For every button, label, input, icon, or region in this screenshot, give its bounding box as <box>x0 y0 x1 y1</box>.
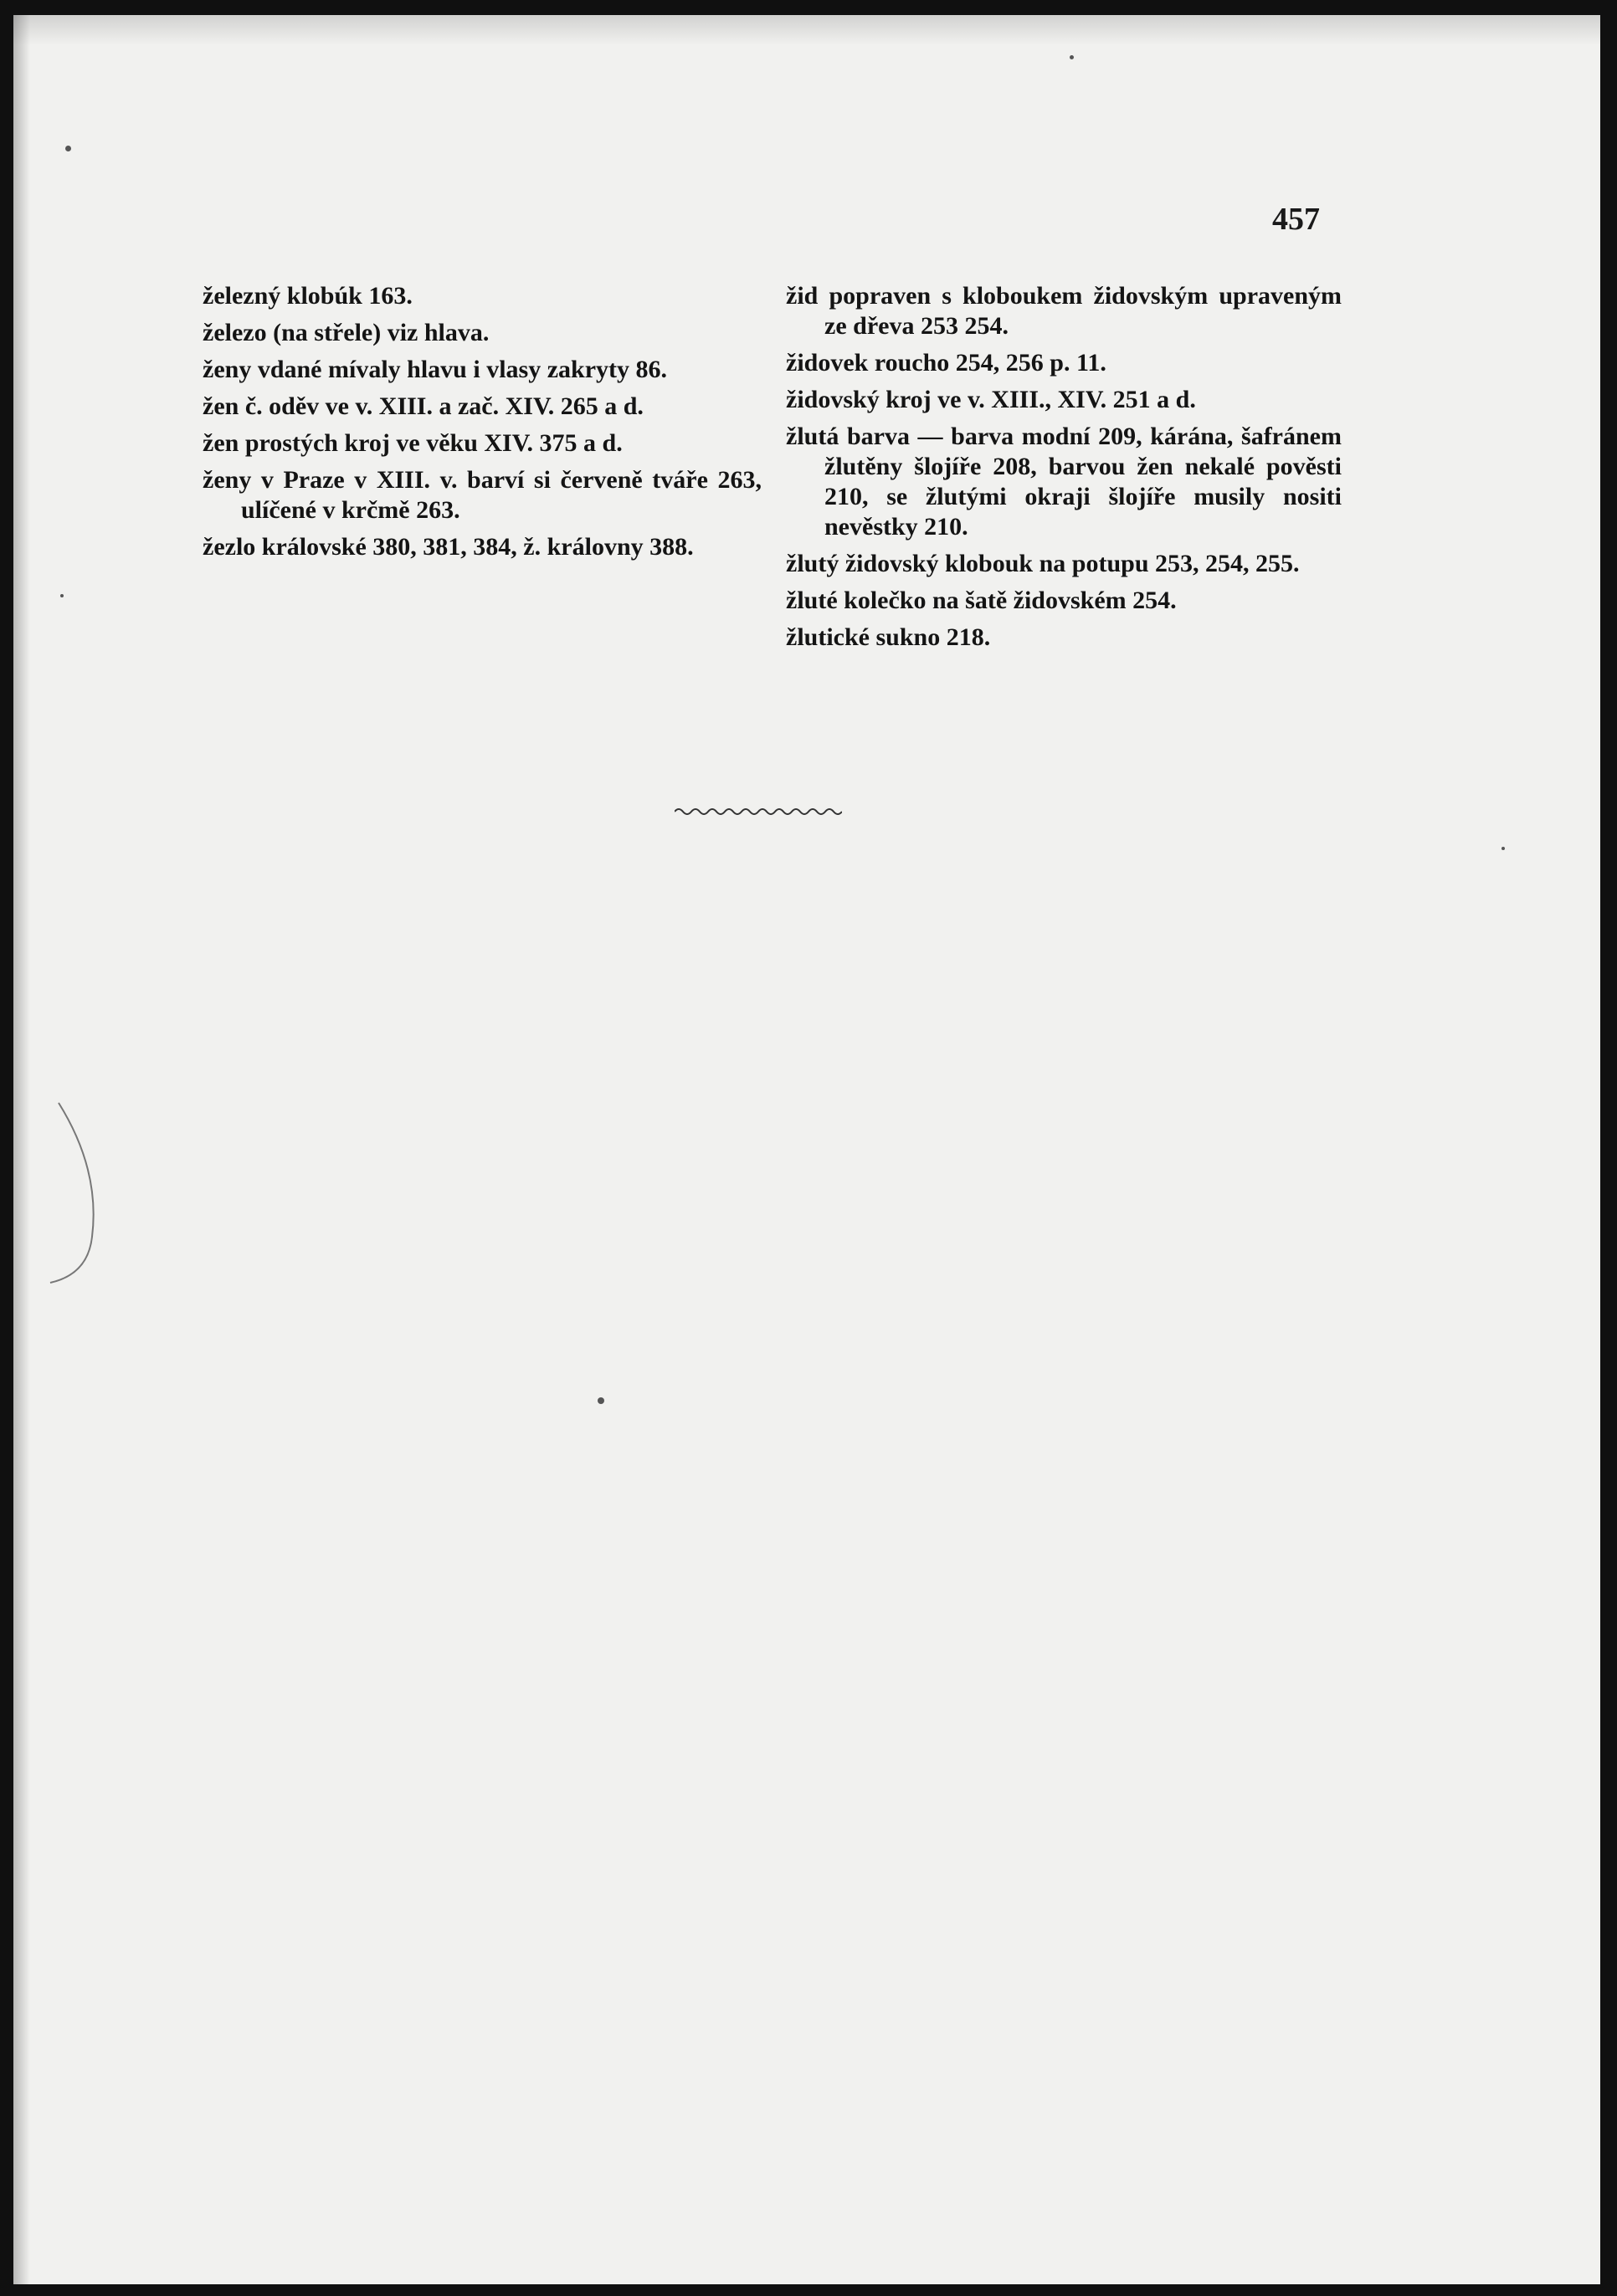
paper-speck <box>1070 55 1074 59</box>
left-edge-shadow <box>13 15 30 2284</box>
page-number: 457 <box>1272 202 1320 237</box>
index-entry: ženy v Praze v XIII. v. barví si červeně tváře 263, ulíčené v krčmě 263. <box>203 466 762 524</box>
top-edge-shadow <box>13 15 1600 45</box>
index-entry: židovek roucho 254, 256 p. 11. <box>786 349 1106 377</box>
index-entry: žlutické sukno 218. <box>786 623 991 651</box>
index-entry: žlutý židovský klobouk na potupu 253, 254, 255. <box>786 550 1300 577</box>
index-entry: žen prostých kroj ve věku XIV. 375 a d. <box>203 429 623 457</box>
index-entry: žen č. oděv ve v. XIII. a zač. XIV. 265 a d. <box>203 392 644 420</box>
index-entry: ženy vdané mívaly hlavu i vlasy zakryty 86. <box>203 356 668 383</box>
index-entry: železný klobúk 163. <box>203 282 413 310</box>
paper-speck <box>65 146 71 151</box>
end-ornament <box>675 805 842 818</box>
index-entry: žlutá barva — barva modní 209, kárána, šafránem žlutěny šlojíře 208, barvou žen nekalé pověsti 210, se žlutými okraji šlojíře musily nositi nevěstky 210. <box>786 423 1342 541</box>
margin-pencil-mark <box>42 1094 117 1295</box>
index-column-right <box>786 281 1342 659</box>
index-entry: žezlo královské 380, 381, 384, ž. královny 388. <box>203 533 694 561</box>
index-entry: žid popraven s kloboukem židovským upraveným ze dřeva 253 254. <box>786 282 1342 340</box>
index-entry: železo (na střele) viz hlava. <box>203 319 490 346</box>
index-column-left <box>203 281 762 569</box>
index-entry: žluté kolečko na šatě židovském 254. <box>786 587 1177 614</box>
index-entry: židovský kroj ve v. XIII., XIV. 251 a d. <box>786 386 1196 413</box>
paper-speck <box>60 594 64 597</box>
paper-speck <box>1502 847 1505 850</box>
paper-speck <box>598 1397 604 1404</box>
book-page <box>13 15 1600 2284</box>
